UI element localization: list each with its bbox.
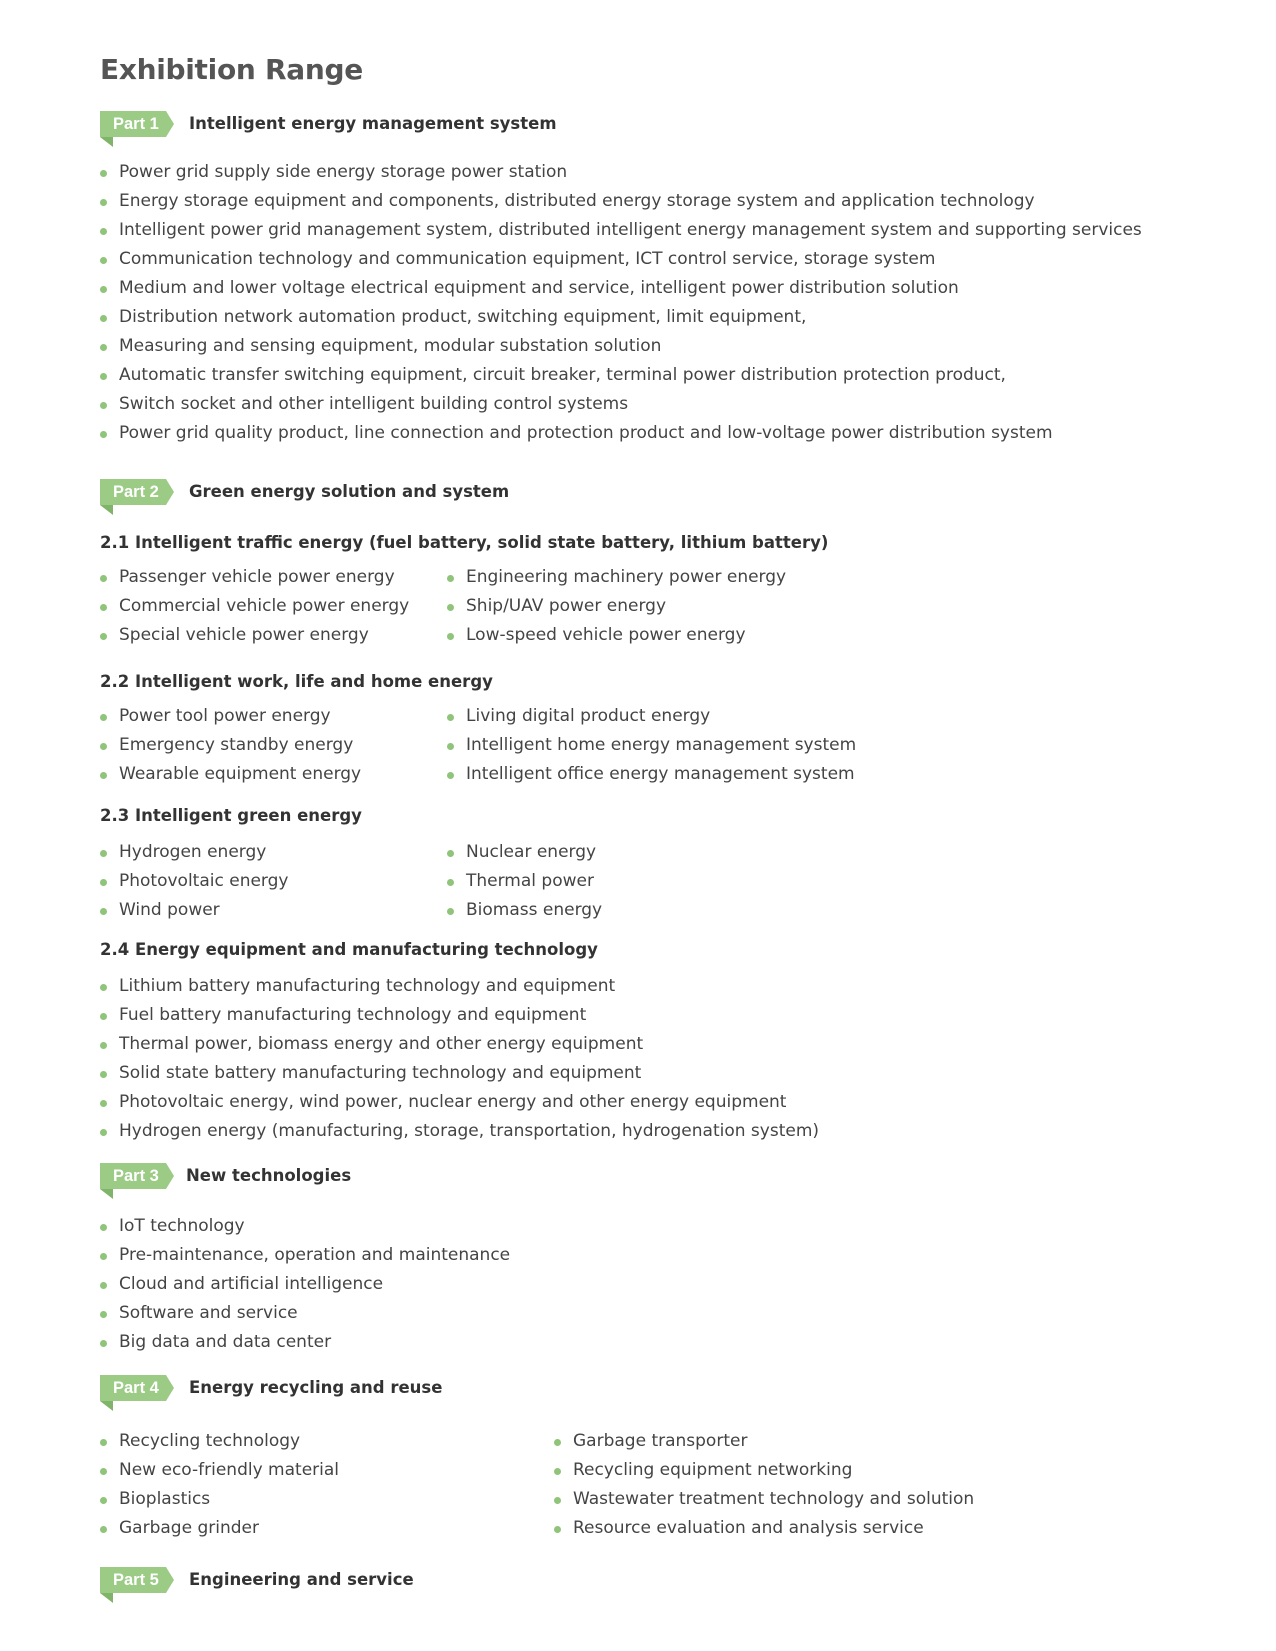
part-title: Intelligent energy management system	[189, 114, 557, 133]
list-item: Garbage grinder	[100, 1514, 339, 1543]
list-item: Communication technology and communication equipment, ICT control service, storage system	[100, 245, 1142, 274]
list-item: Solid state battery manufacturing technology and equipment	[100, 1059, 819, 1088]
part-5-header	[100, 1567, 800, 1607]
list-item: Medium and lower voltage electrical equipment and service, intelligent power distribution solution	[100, 274, 1142, 303]
subsection-list-left	[100, 838, 288, 925]
list-item: Automatic transfer switching equipment, circuit breaker, terminal power distribution protection product,	[100, 361, 1142, 390]
list-item: Energy storage equipment and components, distributed energy storage system and application technology	[100, 187, 1142, 216]
list-item: Pre-maintenance, operation and maintenance	[100, 1241, 510, 1270]
list-item: New eco-friendly material	[100, 1456, 339, 1485]
subsection-list-left	[100, 702, 361, 789]
subsection-heading: 2.3 Intelligent green energy	[100, 806, 362, 825]
list-item: Hydrogen energy (manufacturing, storage, transportation, hydrogenation system)	[100, 1117, 819, 1146]
list-item: Power grid supply side energy storage power station	[100, 158, 1142, 187]
subsection-heading: 2.4 Energy equipment and manufacturing technology	[100, 940, 598, 959]
list-item: Wastewater treatment technology and solution	[554, 1485, 974, 1514]
part-3-list	[100, 1212, 510, 1357]
part-4-list-right	[554, 1427, 974, 1543]
list-item: Living digital product energy	[447, 702, 856, 731]
list-item: Recycling equipment networking	[554, 1456, 974, 1485]
list-item: Hydrogen energy	[100, 838, 288, 867]
list-item: Wind power	[100, 896, 288, 925]
part-4-header	[100, 1375, 800, 1415]
list-item: IoT technology	[100, 1212, 510, 1241]
list-item: Photovoltaic energy	[100, 867, 288, 896]
part-4-list-left	[100, 1427, 339, 1543]
list-item: Intelligent office energy management system	[447, 760, 856, 789]
list-item: Thermal power	[447, 867, 602, 896]
part-label: Part 2	[113, 483, 159, 501]
list-item: Special vehicle power energy	[100, 621, 409, 650]
list-item: Ship/UAV power energy	[447, 592, 786, 621]
list-item: Intelligent power grid management system, distributed intelligent energy management system and supporting services	[100, 216, 1142, 245]
list-item: Lithium battery manufacturing technology and equipment	[100, 972, 819, 1001]
list-item: Wearable equipment energy	[100, 760, 361, 789]
list-item: Fuel battery manufacturing technology and equipment	[100, 1001, 819, 1030]
list-item: Intelligent home energy management system	[447, 731, 856, 760]
part-title: Energy recycling and reuse	[189, 1378, 443, 1397]
part-1-header	[100, 111, 800, 151]
subsection-list-left	[100, 563, 409, 650]
part-label: Part 3	[113, 1167, 159, 1185]
part-label: Part 1	[113, 115, 159, 133]
subsection-list-right	[447, 563, 786, 650]
list-item: Software and service	[100, 1299, 510, 1328]
list-item: Distribution network automation product, switching equipment, limit equipment,	[100, 303, 1142, 332]
part-3-header	[100, 1163, 800, 1203]
list-item: Low-speed vehicle power energy	[447, 621, 786, 650]
list-item: Measuring and sensing equipment, modular substation solution	[100, 332, 1142, 361]
list-item: Nuclear energy	[447, 838, 602, 867]
list-item: Photovoltaic energy, wind power, nuclear energy and other energy equipment	[100, 1088, 819, 1117]
list-item: Passenger vehicle power energy	[100, 563, 409, 592]
list-item: Recycling technology	[100, 1427, 339, 1456]
list-item: Engineering machinery power energy	[447, 563, 786, 592]
list-item: Commercial vehicle power energy	[100, 592, 409, 621]
page-title: Exhibition Range	[100, 53, 363, 86]
list-item: Garbage transporter	[554, 1427, 974, 1456]
part-title: New technologies	[186, 1166, 352, 1185]
part-label: Part 4	[113, 1379, 159, 1397]
list-item: Resource evaluation and analysis service	[554, 1514, 974, 1543]
part-1-list	[100, 158, 1142, 448]
list-item: Power tool power energy	[100, 702, 361, 731]
subsection-list-right	[447, 838, 602, 925]
list-item: Big data and data center	[100, 1328, 510, 1357]
subsection-list-right	[447, 702, 856, 789]
part-2-header	[100, 479, 800, 519]
list-item: Power grid quality product, line connection and protection product and low-voltage power distribution system	[100, 419, 1142, 448]
subsection-heading: 2.1 Intelligent traffic energy (fuel battery, solid state battery, lithium battery)	[100, 533, 829, 552]
list-item: Emergency standby energy	[100, 731, 361, 760]
list-item: Cloud and artificial intelligence	[100, 1270, 510, 1299]
list-item: Thermal power, biomass energy and other energy equipment	[100, 1030, 819, 1059]
part-label: Part 5	[113, 1571, 159, 1589]
list-item: Switch socket and other intelligent building control systems	[100, 390, 1142, 419]
part-title: Green energy solution and system	[189, 482, 510, 501]
subsection-heading: 2.2 Intelligent work, life and home energy	[100, 672, 493, 691]
part-title: Engineering and service	[189, 1570, 414, 1589]
list-item: Bioplastics	[100, 1485, 339, 1514]
list-item: Biomass energy	[447, 896, 602, 925]
subsection-list	[100, 972, 819, 1146]
